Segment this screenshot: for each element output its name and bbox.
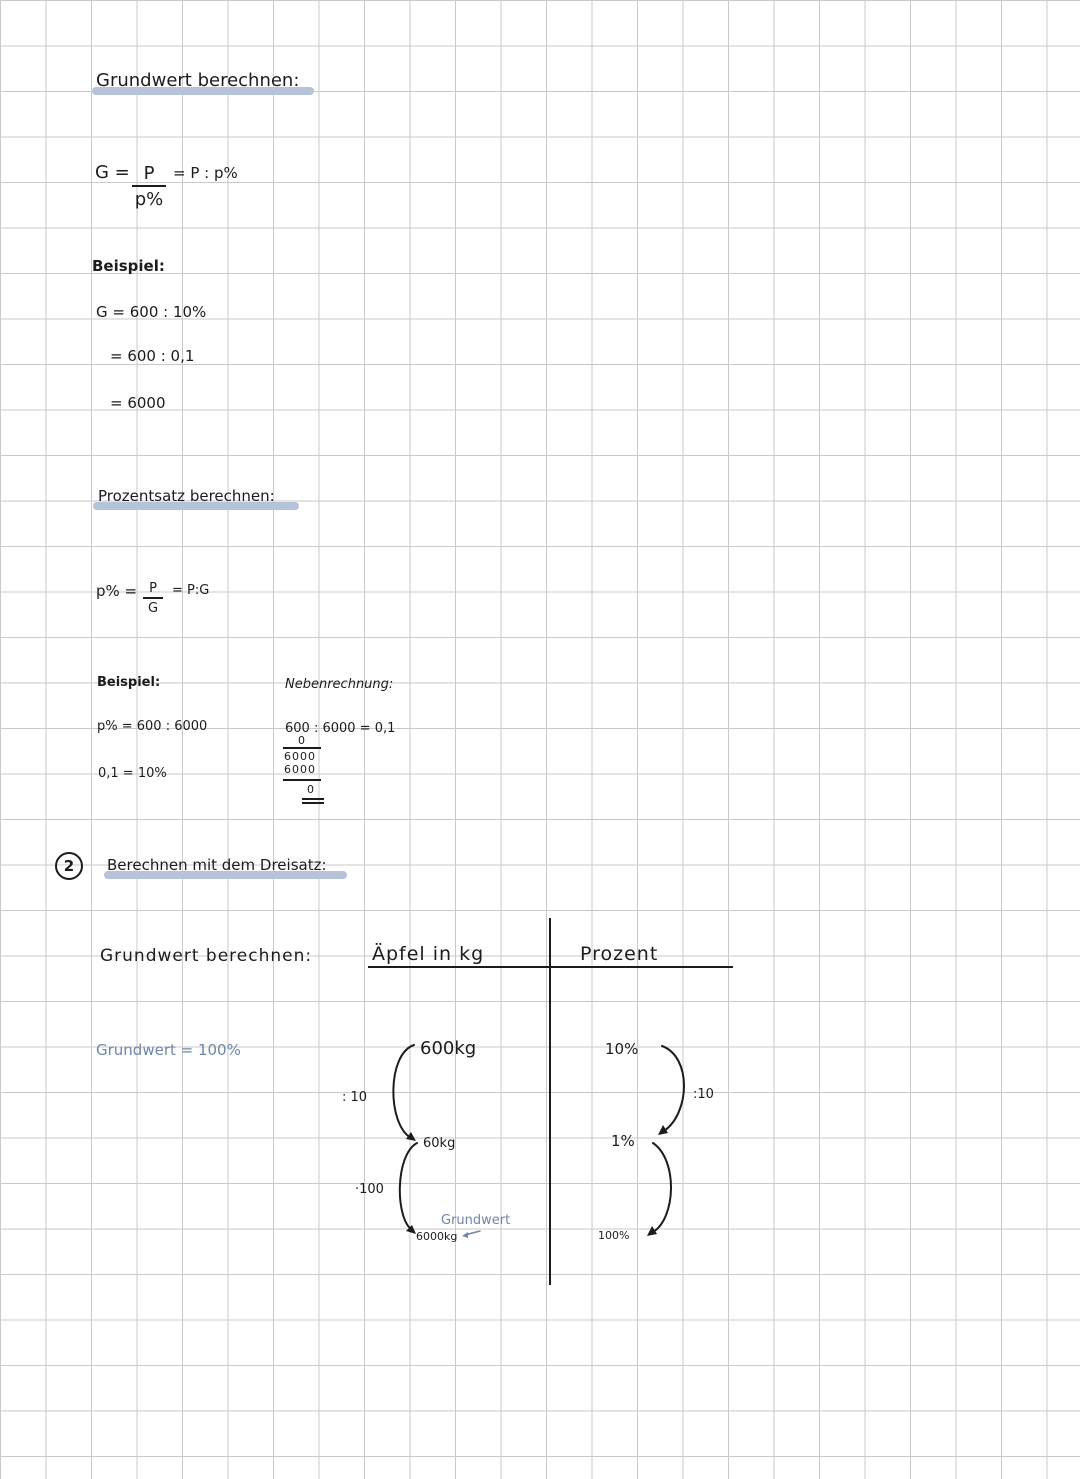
formula-rhs: = P : p% xyxy=(173,164,238,182)
formula-lhs: G = xyxy=(95,162,130,183)
percent-value-3: 100% xyxy=(598,1229,630,1242)
side-calc-line-1: 600 : 6000 = 0,1 xyxy=(285,721,396,736)
percent-value-1: 10% xyxy=(605,1040,639,1058)
formula-denominator: G xyxy=(147,601,159,616)
prozentsatz-heading: Prozentsatz berechnen: xyxy=(98,487,275,505)
calc-step-3: = 6000 xyxy=(110,394,166,412)
percent-value-2: 1% xyxy=(611,1132,635,1150)
grundwert-annotation: Grundwert xyxy=(441,1213,511,1228)
side-calc-line-4: 6000 xyxy=(284,763,316,776)
grundwert-heading: Grundwert berechnen: xyxy=(96,70,300,91)
section-number-badge: 2 xyxy=(55,852,83,880)
side-calc-double-underline xyxy=(302,802,324,804)
grundwert-subheading: Grundwert berechnen: xyxy=(100,946,313,966)
operation-divide-10-left: : 10 xyxy=(342,1090,368,1105)
formula-lhs: p% = xyxy=(96,582,138,600)
table-header-percent: Prozent xyxy=(580,943,659,965)
left-curved-arrow-icon xyxy=(392,1140,422,1235)
apples-value-2: 60kg xyxy=(423,1136,456,1151)
annotation-arrow-icon xyxy=(462,1230,482,1238)
formula-denominator: p% xyxy=(134,189,164,210)
apples-value-1: 600kg xyxy=(420,1038,477,1059)
calc-step-2: 0,1 = 10% xyxy=(98,766,167,781)
left-curved-arrow-icon xyxy=(384,1042,424,1142)
dreisatz-heading: Berechnen mit dem Dreisatz: xyxy=(107,856,327,874)
side-calc-double-underline xyxy=(302,798,324,800)
table-header-apples: Äpfel in kg xyxy=(372,943,485,965)
operation-divide-10-right: :10 xyxy=(693,1087,714,1102)
example-label: Beispiel: xyxy=(92,257,165,275)
formula-fraction xyxy=(132,163,166,210)
calc-step-1: G = 600 : 10% xyxy=(96,303,207,321)
side-calc-underline xyxy=(283,747,321,749)
formula-numerator: P xyxy=(132,163,166,187)
calc-step-1: p% = 600 : 6000 xyxy=(97,719,208,734)
example-label: Beispiel: xyxy=(97,675,161,690)
right-curved-arrow-icon xyxy=(654,1043,694,1143)
right-curved-arrow-icon xyxy=(643,1140,678,1240)
apples-value-3: 6000kg xyxy=(416,1230,458,1243)
formula-rhs: = P:G xyxy=(172,583,210,598)
side-calc-line-2: 0 xyxy=(298,734,305,747)
side-calc-line-3: 6000 xyxy=(284,750,316,763)
side-calc-underline xyxy=(283,779,321,781)
side-calc-line-5: 0 xyxy=(307,783,314,796)
formula-fraction xyxy=(143,581,163,616)
formula-numerator: P xyxy=(143,581,163,599)
table-divider xyxy=(549,918,551,1285)
side-calc-label: Nebenrechnung: xyxy=(285,677,394,692)
operation-multiply-100-left: ·100 xyxy=(355,1182,384,1197)
calc-step-2: = 600 : 0,1 xyxy=(110,347,195,365)
grundwert-note: Grundwert = 100% xyxy=(96,1041,241,1059)
